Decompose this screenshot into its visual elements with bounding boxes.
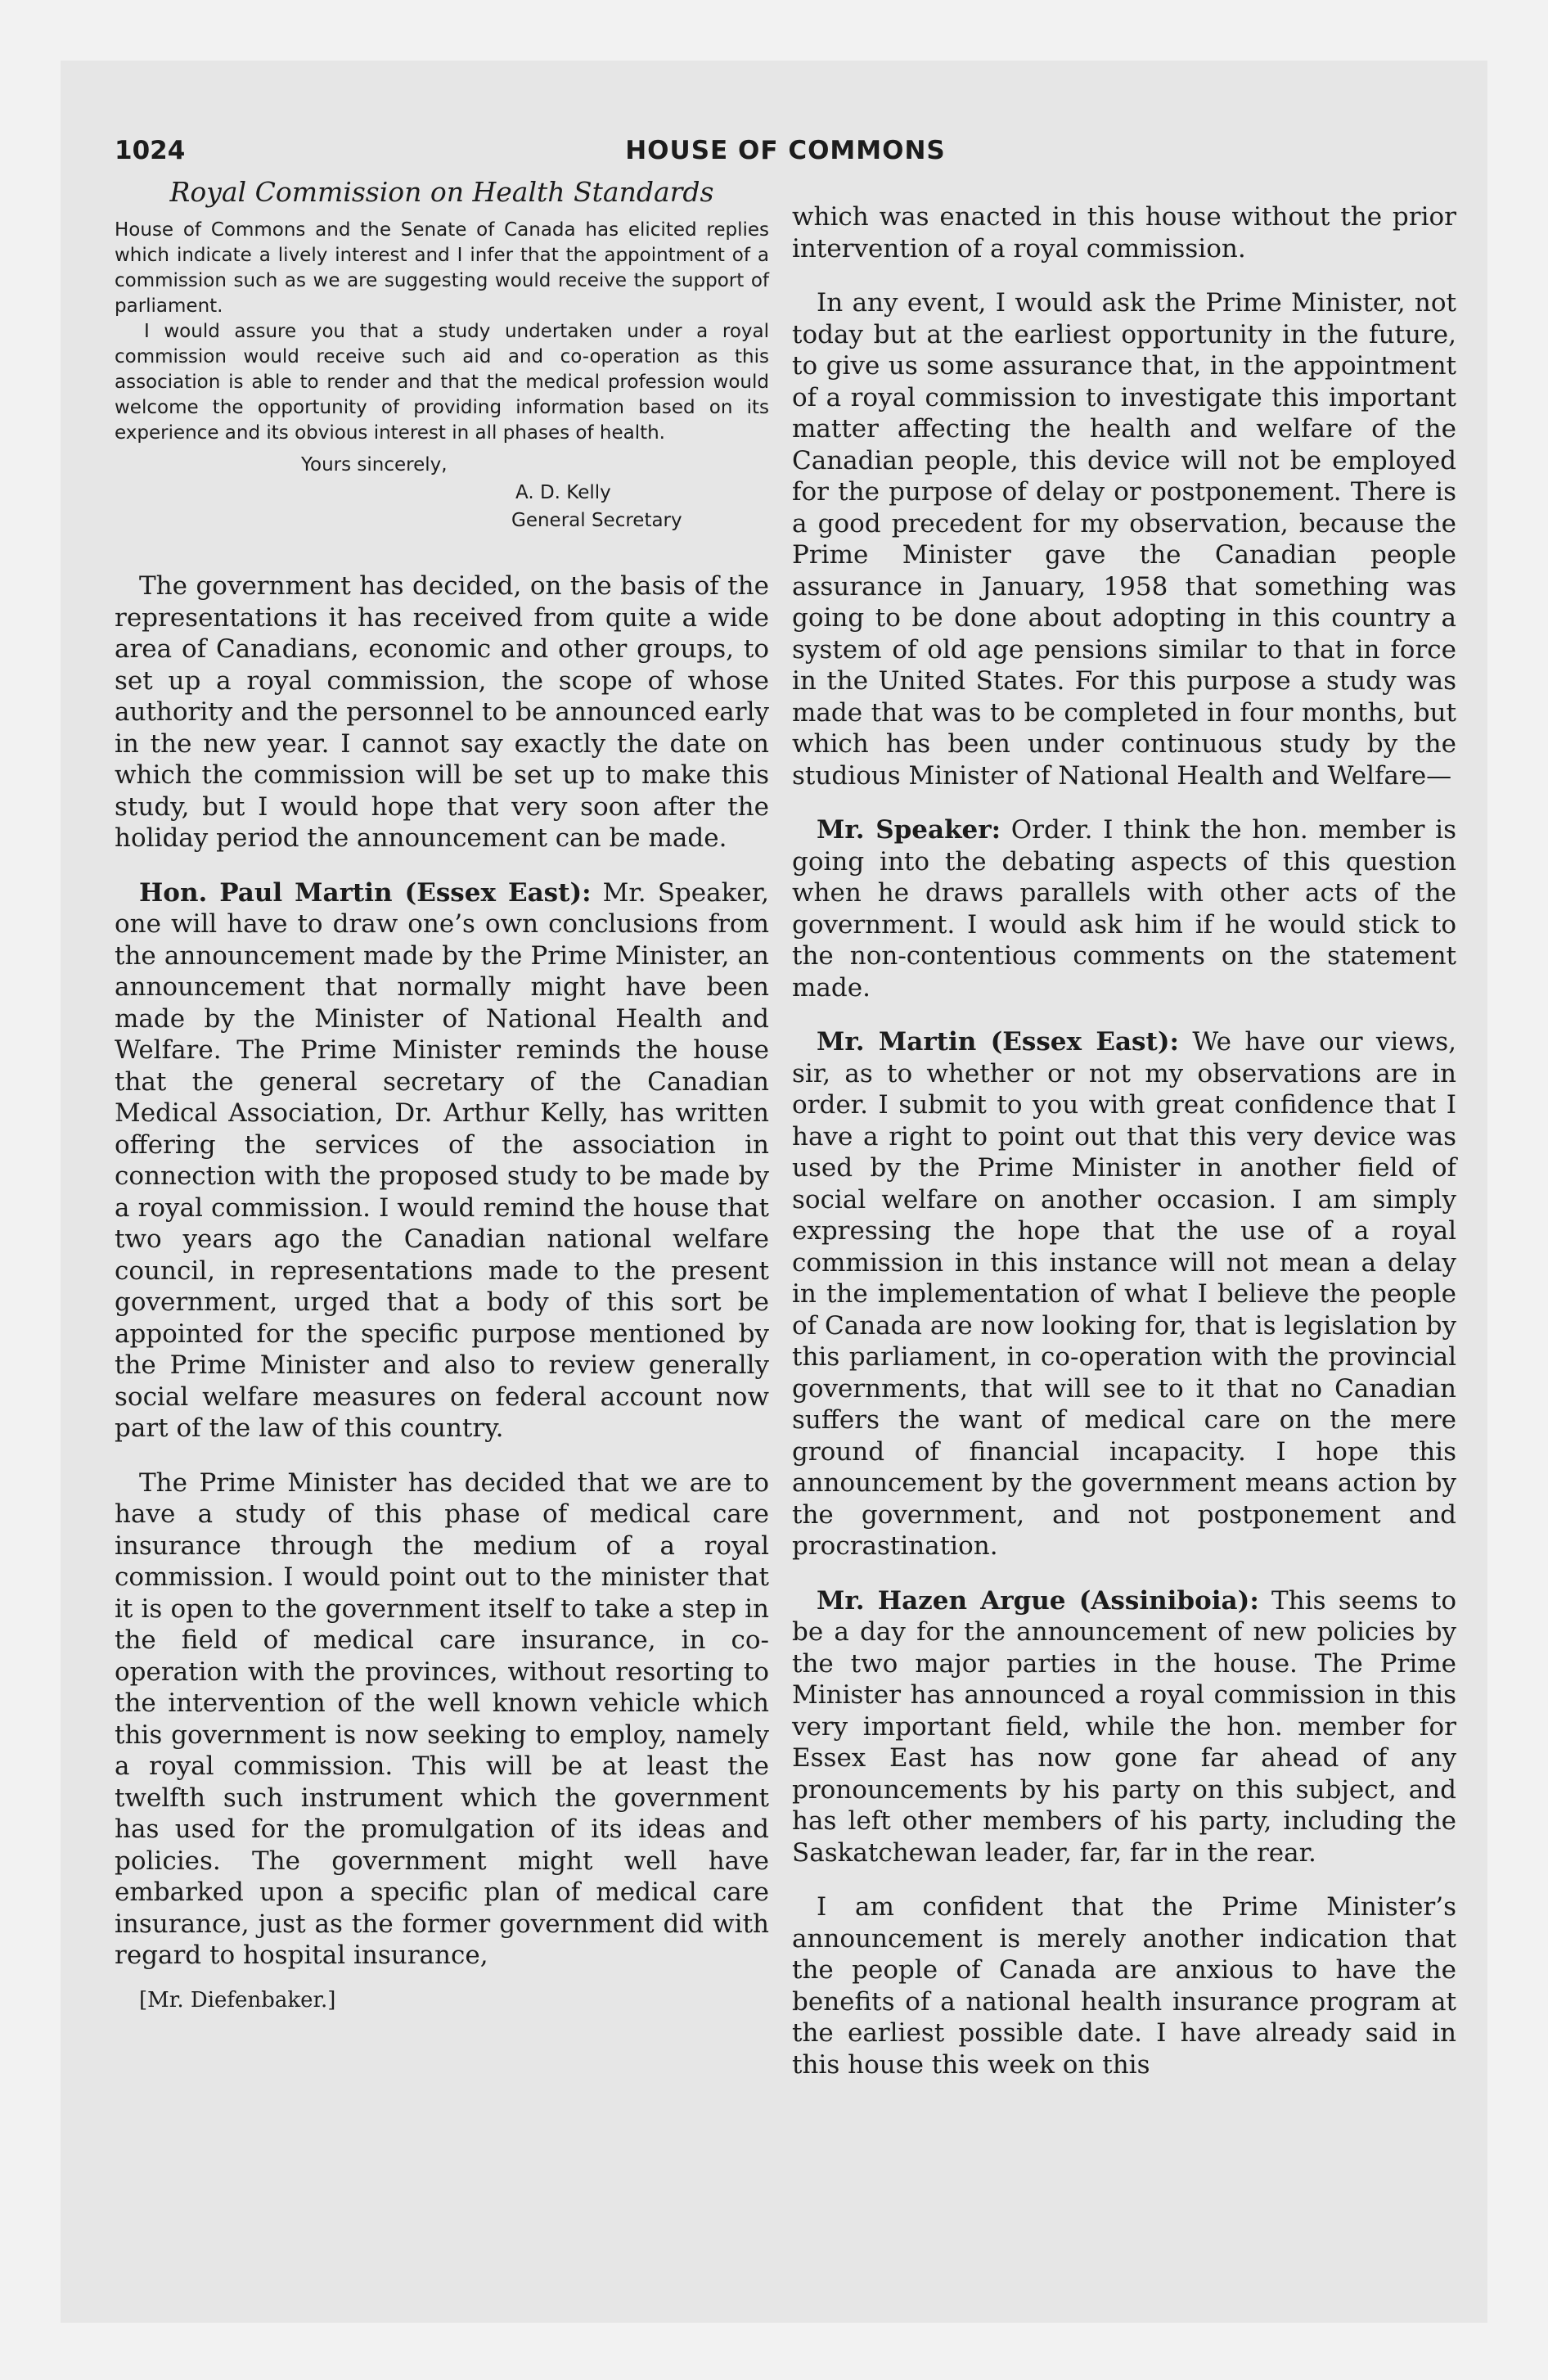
footer-note: [Mr. Diefenbaker.] [139,1987,336,2013]
right-body [792,201,1456,2080]
signatory-title: General Secretary [511,510,682,531]
page-number: 1024 [115,136,186,165]
speaker-name: Hon. Paul Martin (Essex East): [139,877,592,908]
quoted-letter [115,218,769,534]
speech-martin [115,877,769,1445]
running-head [115,136,1456,177]
speaker-name: Mr. Martin (Essex East): [817,1027,1179,1057]
speech-text: We have our views, sir, as to whether or not my observations are in order. I submit to you with great confidence that I have a right to point out that this very device was used by the Prime Minister in another field of social welfare on another occasion. I am simply expressing the hope that the use of a royal commission in this instance will not mean a delay in the implementation of what I believe the people of Canada are now looking for, that is legislation by this parliament, in co-operation with the provincial governments, that will see to it that no Canadian suffers the want of medical care on the mere ground of financial incapacity. I hope this announcement by the government means action by the government, and not postponement and procrastination. [792,1027,1456,1561]
signatory-name: A. D. Kelly [515,482,611,503]
speech-text: Order. I think the hon. member is going into the debating aspects of this question when he draws parallels with other acts of the government. I would ask him if he would stick to the non-contentious comments on the statement made. [792,815,1456,1003]
letter-paragraph: House of Commons and the Senate of Canada has elicited replies which indicate a lively interest and I infer that the appointment of a commission such as we are suggesting would receive the support of parliament. [115,219,769,317]
paragraph: The Prime Minister has decided that we are to have a study of this phase of medical care insurance through the medium of a royal commission. I would point out to the minister that it is open to the government itself to take a step in the field of medical care insurance, in co-operation with the provinces, without resorting to the intervention of the well known vehicle which this government is now seeking to employ, namely a royal commission. This will be at least the twelfth such instrument which the government has used for the promulgation of its ideas and policies. The government might well have embarked upon a specific plan of medical care insurance, just as the former government did with regard to hospital insurance, [115,1467,769,1970]
section-title: Royal Commission on Health Standards [169,176,714,208]
paragraph-continuation: which was enacted in this house without the prior intervention of a royal commission. [792,202,1456,264]
letter-closing: Yours sincerely, [301,454,448,476]
letter-paragraph: I would assure you that a study undertaken under a royal commission would receive such aid and co-operation as this association is able to render and that the medical profession would welcome the opportunity of providing information based on its experience and its obvious interest in all phases of health. [115,321,769,444]
right-column [792,201,1456,2080]
paragraph: The government has decided, on the basis of the representations it has received from quite a wide area of Canadians, economic and other groups, to set up a royal commission, the scope of whose authority and the personnel to be announced early in the new year. I cannot say exactly the date on which the commission will be set up to make this study, but I would hope that very soon after the holiday period the announcement can be made. [115,571,769,853]
paragraph: In any event, I would ask the Prime Minister, not today but at the earliest opportunity in the future, to give us some assurance that, in the appointment of a royal commission to investigate this important matter affecting the health and welfare of the Canadian people, this device will not be employed for the purpose of delay or postponement. There is a good precedent for my observation, because the Prime Minister gave the Canadian people assurance in January, 1958 that something was going to be done about adopting in this country a system of old age pensions similar to that in force in the United States. For this purpose a study was made that was to be completed in four months, but which has been under continuous study by the studious Minister of National Health and Welfare— [792,288,1456,791]
speech-speaker [792,814,1456,1003]
letter-signoff [115,451,769,534]
speech-text: This seems to be a day for the announcement of new policies by the two major parties in the house. The Prime Minister has announced a royal commission in this very important field, while the hon. member for Essex East has now gone far ahead of any pronouncements by his party on this subject, and has left other members of his party, including the Saskatchewan leader, far, far in the rear. [792,1585,1457,1868]
paragraph: I am confident that the Prime Minister’s announcement is merely another indication that the people of Canada are anxious to have the benefits of a national health insurance program at the earliest possible date. I have already said in this house this week on this [792,1892,1456,2080]
speech-martin [792,1026,1456,1562]
speech-argue [792,1585,1456,1869]
speaker-name: Mr. Hazen Argue (Assiniboia): [817,1585,1259,1616]
left-column [115,174,769,2014]
left-body [115,570,769,1972]
journal-title: HOUSE OF COMMONS [625,136,946,165]
speech-text: Mr. Speaker, one will have to draw one’s own conclusions from the announcement made by the Prime Minister, an announcement that normally might have been made by the Minister of National Health and Welfare. The Prime Minister reminds the house that the general secretary of the Canadian Medical Association, Dr. Arthur Kelly, has written offering the services of the association in connection with the proposed study to be made by a royal commission. I would remind the house that two years ago the Canadian national welfare council, in representations made to the present government, urged that a body of this sort be appointed for the specific purpose mentioned by the Prime Minister and also to review generally social welfare measures on federal account now part of the law of this country. [115,877,770,1443]
speaker-name: Mr. Speaker: [817,815,1001,845]
